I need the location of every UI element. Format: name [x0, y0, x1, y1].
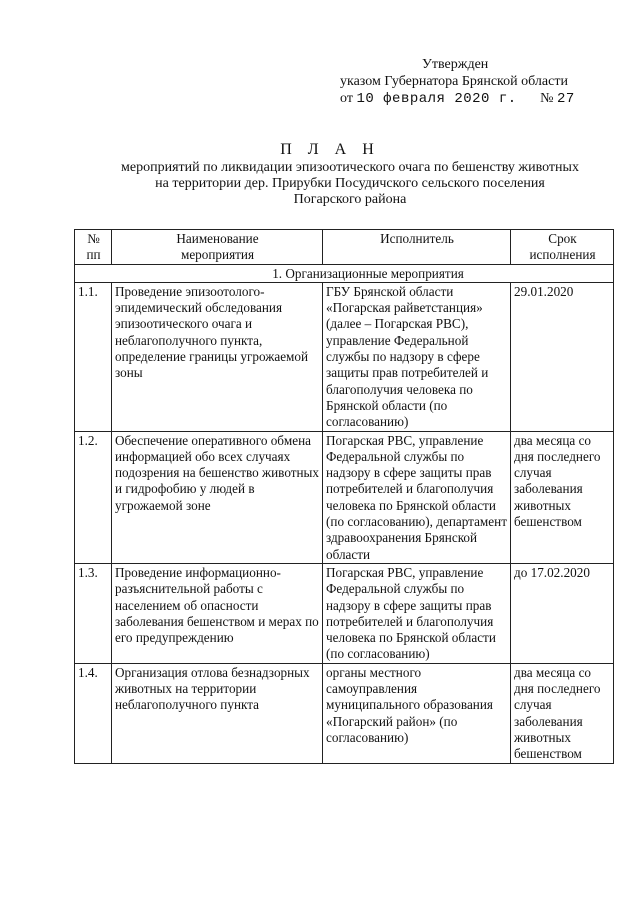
approval-number-label: №: [540, 91, 554, 106]
row-term: до 17.02.2020: [511, 563, 614, 663]
row-name: Проведение информационно-разъяснительной работы с населением об опасности заболевания бешенством и мерах по его предупреждению: [112, 563, 323, 663]
table-row: [75, 431, 614, 563]
row-executor: Погарская РВС, управление Федеральной службы по надзору в сфере защиты прав потребителей и благополучия человека по Брянской области (по согласованию): [323, 563, 511, 663]
table-row: [75, 663, 614, 763]
row-term: 29.01.2020: [511, 282, 614, 431]
row-executor: ГБУ Брянской области «Погарская райветстанция» (далее – Погарская РВС), управление Федеральной службы по надзору в сфере защиты прав потребителей и благополучия человека по Брянской области (по согласованию): [323, 282, 511, 431]
plan-subtitle: [90, 160, 610, 208]
plan-subtitle-line: мероприятий по ликвидации эпизоотического очага по бешенству животных: [121, 160, 579, 175]
row-term: два месяца со дня последнего случая заболевания животных бешенством: [511, 663, 614, 763]
plan-title: П Л А Н: [280, 141, 380, 158]
row-num: 1.4.: [75, 663, 112, 763]
header-term: [511, 230, 614, 265]
row-name: Обеспечение оперативного обмена информацией обо всех случаях подозрения на бешенство животных и гидрофобию у людей в угрожаемой зоне: [112, 431, 323, 563]
header-term-line: исполнения: [529, 247, 596, 263]
header-num-line: пп: [86, 247, 101, 263]
plan-table: [74, 229, 614, 764]
header-executor: Исполнитель: [323, 230, 511, 265]
header-name-line: Наименование: [176, 231, 259, 246]
approval-number: 27: [557, 91, 575, 107]
plan-subtitle-line: на территории дер. Прирубки Посудичского сельского поселения: [155, 176, 545, 191]
approval-decree: указом Губернатора Брянской области: [340, 74, 568, 89]
row-num: 1.3.: [75, 563, 112, 663]
header-term-line: Срок: [548, 231, 577, 246]
header-name-line: мероприятия: [180, 247, 255, 263]
approval-stamp: [340, 56, 620, 108]
section-title: 1. Организационные мероприятия: [75, 264, 614, 282]
row-executor: органы местного самоуправления муниципального образования «Погарский район» (по согласованию): [323, 663, 511, 763]
approval-date: 10 февраля 2020 г.: [356, 91, 517, 107]
row-term: два месяца со дня последнего случая заболевания животных бешенством: [511, 431, 614, 563]
row-executor: Погарская РВС, управление Федеральной службы по надзору в сфере защиты прав потребителей и благополучия человека по Брянской области (по согласованию), департамент здравоохранения Брянской области: [323, 431, 511, 563]
row-name: Организация отлова безнадзорных животных на территории неблагополучного пункта: [112, 663, 323, 763]
section-row: [75, 264, 614, 282]
approval-date-prefix: от: [340, 91, 353, 106]
approval-title: Утвержден: [422, 57, 489, 72]
table-row: [75, 282, 614, 431]
plan-subtitle-line: Погарского района: [293, 192, 407, 207]
row-name: Проведение эпизоотолого-эпидемический обследования эпизоотического очага и неблагополучного пункта, определение границы угрожаемой зоны: [112, 282, 323, 431]
header-name: [112, 230, 323, 265]
table-header-row: [75, 230, 614, 265]
row-num: 1.2.: [75, 431, 112, 563]
header-num-line: №: [87, 231, 100, 246]
row-num: 1.1.: [75, 282, 112, 431]
table-row: [75, 563, 614, 663]
approval-date-line: [340, 90, 620, 108]
header-num: [75, 230, 112, 265]
